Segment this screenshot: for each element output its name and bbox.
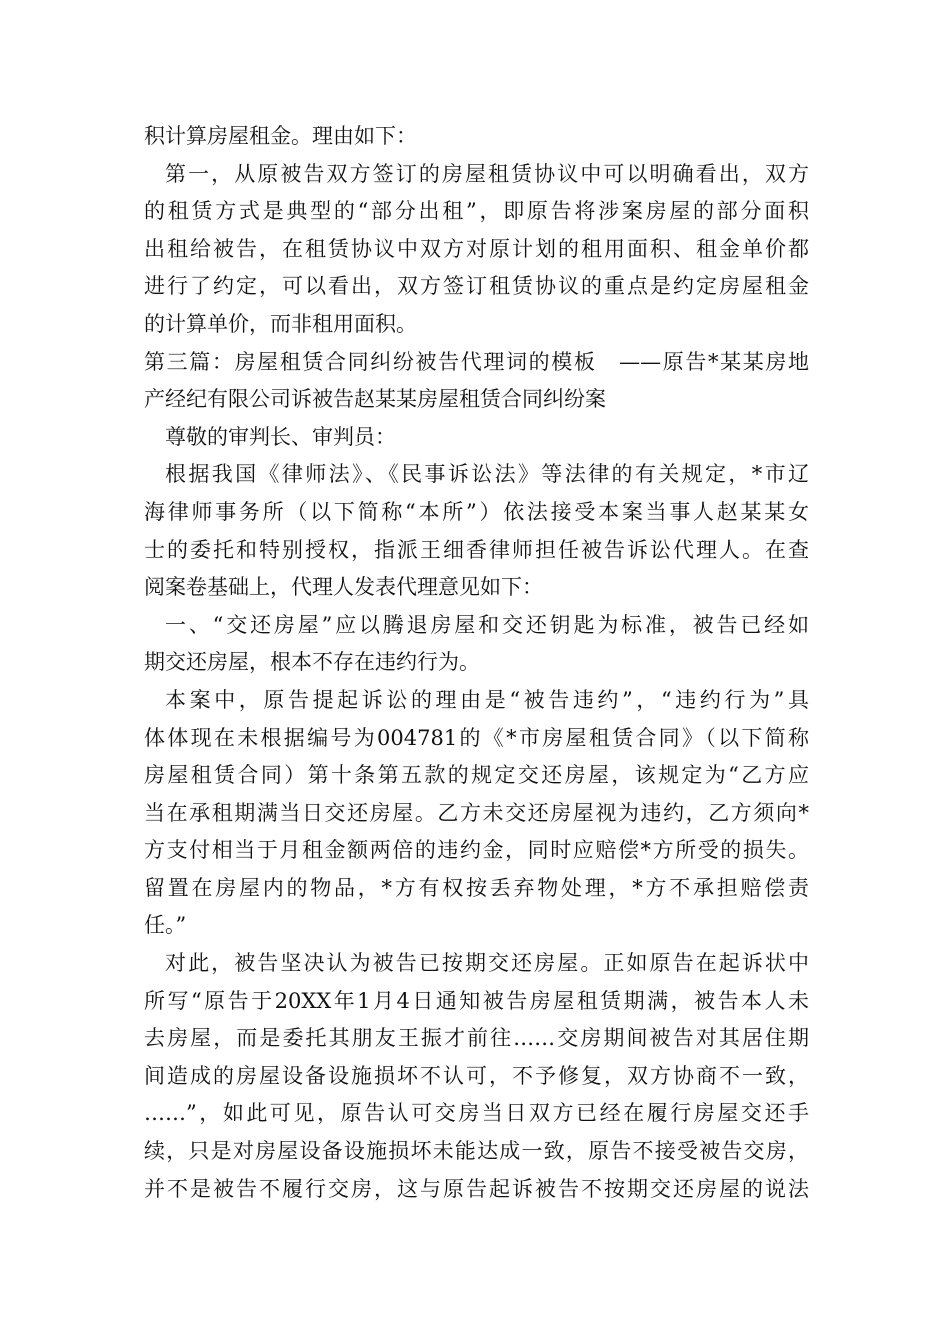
text-line: 根据我国《律师法》、《民事诉讼法》等法律的有关规定，*市辽 bbox=[165, 462, 809, 487]
text-line: 海律师事务所（以下简称“本所”）依法接受本案当事人赵某某女 bbox=[144, 499, 809, 524]
text-line: 本案中，原告提起诉讼的理由是“被告违约”，“违约行为”具 bbox=[165, 687, 809, 712]
text-line: 第三篇：房屋租赁合同纠纷被告代理词的模板 ——原告*某某房地 bbox=[144, 349, 809, 374]
text-line: 尊敬的审判长、审判员： bbox=[165, 424, 396, 449]
text-line: 所写“原告于20XX年1月4日通知被告房屋租赁期满，被告本人未 bbox=[144, 988, 809, 1013]
text-line: 并不是被告不履行交房，这与原告起诉被告不按期交还房屋的说法 bbox=[144, 1176, 809, 1201]
text-line: 进行了约定，可以看出，双方签订租赁协议的重点是约定房屋租金 bbox=[144, 274, 809, 299]
text-line: 期交还房屋，根本不存在违约行为。 bbox=[144, 650, 480, 675]
text-line: 续，只是对房屋设备设施损坏未能达成一致，原告不接受被告交房， bbox=[144, 1139, 809, 1164]
text-line: 积计算房屋租金。理由如下： bbox=[144, 124, 417, 148]
text-line: ……”，如此可见，原告认可交房当日双方已经在履行房屋交还手 bbox=[144, 1101, 809, 1126]
text-line: 士的委托和特别授权，指派王细香律师担任被告诉讼代理人。在查 bbox=[144, 537, 809, 562]
text-line: 出租给被告，在租赁协议中双方对原计划的租用面积、租金单价都 bbox=[144, 236, 809, 261]
text-line: 方支付相当于月租金额两倍的违约金，同时应赔偿*方所受的损失。 bbox=[144, 838, 809, 863]
text-line: 对此，被告坚决认为被告已按期交还房屋。正如原告在起诉状中 bbox=[165, 951, 809, 976]
text-line: 的计算单价，而非租用面积。 bbox=[144, 311, 417, 336]
text-line: 留置在房屋内的物品，*方有权按丢弃物处理，*方不承担赔偿责 bbox=[144, 875, 809, 900]
text-line: 产经纪有限公司诉被告赵某某房屋租赁合同纠纷案 bbox=[144, 387, 606, 412]
text-line: 去房屋，而是委托其朋友王振才前往……交房期间被告对其居住期 bbox=[144, 1026, 809, 1051]
document-body bbox=[144, 118, 809, 1208]
text-line: 的租赁方式是典型的“部分出租”，即原告将涉案房屋的部分面积 bbox=[144, 199, 809, 224]
text-line: 间造成的房屋设备设施损坏不认可，不予修复，双方协商不一致， bbox=[144, 1063, 809, 1088]
text-line: 一、“交还房屋”应以腾退房屋和交还钥匙为标准，被告已经如 bbox=[165, 612, 809, 637]
text-line: 任。” bbox=[144, 913, 187, 938]
text-line: 当在承租期满当日交还房屋。乙方未交还房屋视为违约，乙方须向* bbox=[144, 800, 809, 825]
text-line: 体体现在未根据编号为004781的《*市房屋租赁合同》（以下简称 bbox=[144, 725, 809, 750]
text-line: 阅案卷基础上，代理人发表代理意见如下： bbox=[144, 575, 543, 600]
text-line: 第一，从原被告双方签订的房屋租赁协议中可以明确看出，双方 bbox=[165, 161, 809, 186]
text-line: 房屋租赁合同）第十条第五款的规定交还房屋，该规定为“乙方应 bbox=[144, 763, 809, 788]
